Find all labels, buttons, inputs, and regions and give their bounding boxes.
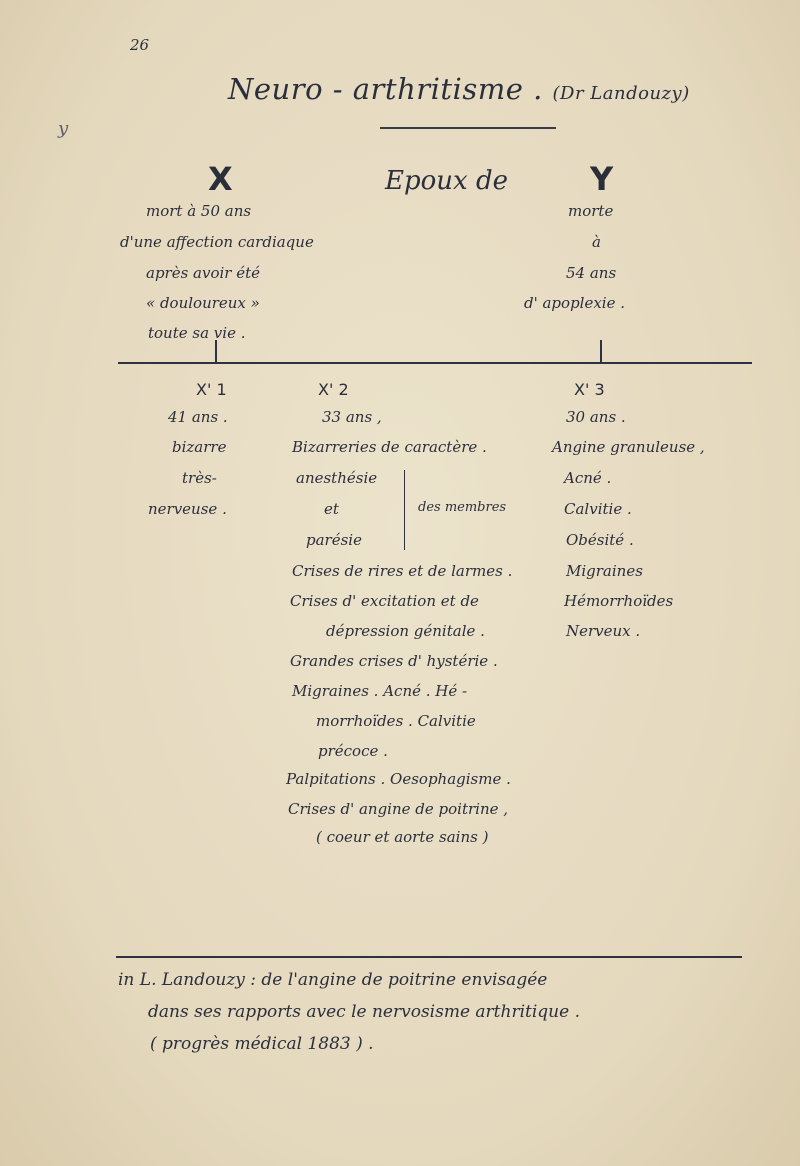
child-3-trait: Migraines xyxy=(566,562,643,580)
child-3-trait: Acné . xyxy=(564,469,612,487)
child-2-trait: Migraines . Acné . Hé - xyxy=(292,682,468,700)
title-attribution: (Dr Landouzy) xyxy=(552,83,690,104)
y-detail-line: 54 ans xyxy=(566,264,617,282)
child-3-label: X' 3 xyxy=(574,380,605,399)
child-2-paresie: parésie xyxy=(306,531,362,549)
child-1-age: 41 ans . xyxy=(168,408,228,426)
child-3-trait: Nerveux . xyxy=(566,622,641,640)
child-2-trait: Crises d' excitation et de xyxy=(290,592,479,610)
x-detail-line: mort à 50 ans xyxy=(146,202,252,220)
child-2-des-membres: des membres xyxy=(418,500,507,515)
child-3-trait: Hémorrhoïdes xyxy=(564,592,674,610)
child-2-trait: Crises de rires et de larmes . xyxy=(292,562,513,580)
x-detail-line: toute sa vie . xyxy=(148,324,246,342)
child-3-trait: Angine granuleuse , xyxy=(552,438,705,456)
family-line-tick-x xyxy=(215,340,217,362)
child-1-trait: nerveuse . xyxy=(148,500,227,518)
page-title xyxy=(228,72,690,106)
parent-y-label: Y xyxy=(590,160,614,198)
child-1-trait: très- xyxy=(182,469,217,487)
x-detail-line: après avoir été xyxy=(146,264,261,282)
y-detail-line: d' apoplexie . xyxy=(524,294,626,312)
child-3-age: 30 ans . xyxy=(566,408,626,426)
child-2-trait: Bizarreries de caractère . xyxy=(292,438,487,456)
child-3-trait: Obésité . xyxy=(566,531,634,549)
child-1-trait: bizarre xyxy=(172,438,227,456)
x-detail-line: « douloureux » xyxy=(146,294,260,312)
child-2-trait: Crises d' angine de poitrine , xyxy=(288,800,509,818)
y-detail-line: morte xyxy=(568,202,614,220)
child-2-trait: dépression génitale . xyxy=(326,622,485,640)
title-main: Neuro - arthritisme . xyxy=(228,72,543,106)
child-2-anesthesie: anesthésie xyxy=(296,469,378,487)
y-detail-line: à xyxy=(592,233,601,251)
child-2-age: 33 ans , xyxy=(322,408,382,426)
child-2-trait: Palpitations . Oesophagisme . xyxy=(286,770,511,788)
child-3-trait: Calvitie . xyxy=(564,500,632,518)
x-detail-line: d'une affection cardiaque xyxy=(120,233,314,251)
footnote-line: dans ses rapports avec le nervosisme arthritique . xyxy=(148,1002,580,1022)
footnote-rule xyxy=(116,956,742,958)
footnote-line: ( progrès médical 1883 ) . xyxy=(150,1034,374,1054)
footnote-line: in L. Landouzy : de l'angine de poitrine envisagée xyxy=(118,970,548,990)
parent-x-label: X xyxy=(208,160,233,198)
child-2-trait: ( coeur et aorte sains ) xyxy=(316,828,489,846)
child-2-et: et xyxy=(324,500,339,518)
page-number: 26 xyxy=(130,36,150,54)
family-line-tick-y xyxy=(600,340,602,362)
child-2-trait: précoce . xyxy=(318,742,388,760)
brace xyxy=(404,470,405,550)
margin-mark: y xyxy=(58,118,69,139)
spouses-label: Epoux de xyxy=(385,166,508,196)
child-2-trait: Grandes crises d' hystérie . xyxy=(290,652,498,670)
child-2-label: X' 2 xyxy=(318,380,349,399)
child-1-label: X' 1 xyxy=(196,380,227,399)
child-2-trait: morrhoïdes . Calvitie xyxy=(316,712,476,730)
title-underline xyxy=(380,127,556,129)
family-line xyxy=(118,362,752,364)
